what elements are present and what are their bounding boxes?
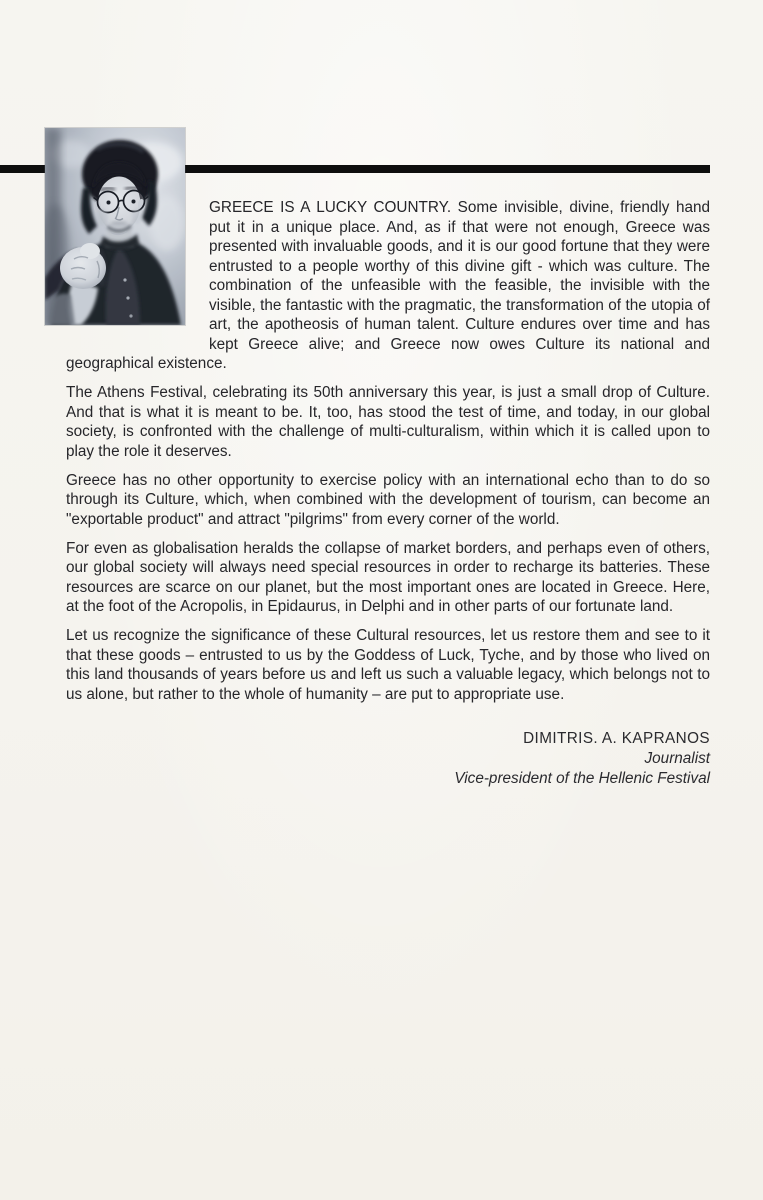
paragraph-5: Let us recognize the significance of these Cultural resources, let us restore them and see to it that these goods – entrusted to us by the Goddess of Luck, Tyche, and by those who lived on this land thousands of years before us and left us such a valuable legacy, which belongs not to us alone, but rather to the whole of humanity – are put to appropriate use. [66,627,710,703]
author-role: Journalist [644,750,710,767]
paragraph-1: GREECE IS A LUCKY COUNTRY. Some invisible, divine, friendly hand put it in a unique place. And, as if that were not enough, Greece was presented with invaluable goods, and it is our good fortune that they were entrusted to a people worthy of this divine gift - which was culture. The combination of the unfeasible with the feasible, the invisible with the visible, the fantastic with the pragmatic, the transformation of the utopia of art, the apotheosis of human talent. Culture endures over time and has kept Greece alive; and Greece now owes Culture its national and geographical existence. [66,199,710,372]
paragraph-4: For even as globalisation heralds the collapse of market borders, and perhaps even of others, our global society will always need special resources in order to recharge its batteries. These resources are scarce on our planet, but the most important ones are located in Greece. Here, at the foot of the Acropolis, in Epidaurus, in Delphi and in other parts of our fortunate land. [66,539,710,615]
signature-block [454,729,710,789]
paragraph-2: The Athens Festival, celebrating its 50th anniversary this year, is just a small drop of Culture. And that is what it is meant to be. It, too, has stood the test of time, and today, in our global society, is confronted with the challenge of multi-culturalism, within which it is called upon to play the role it deserves. [66,384,710,460]
photo-wrap-spacer [66,198,209,335]
article-body [66,198,710,714]
paragraph-3: Greece has no other opportunity to exercise policy with an international echo than to do so through its Culture, which, when combined with the development of tourism, can become an "exportable product" and attract "pilgrims" from every corner of the world. [66,471,710,528]
author-title: Vice-president of the Hellenic Festival [454,770,710,787]
author-name: DIMITRIS. A. KAPRANOS [523,730,710,747]
